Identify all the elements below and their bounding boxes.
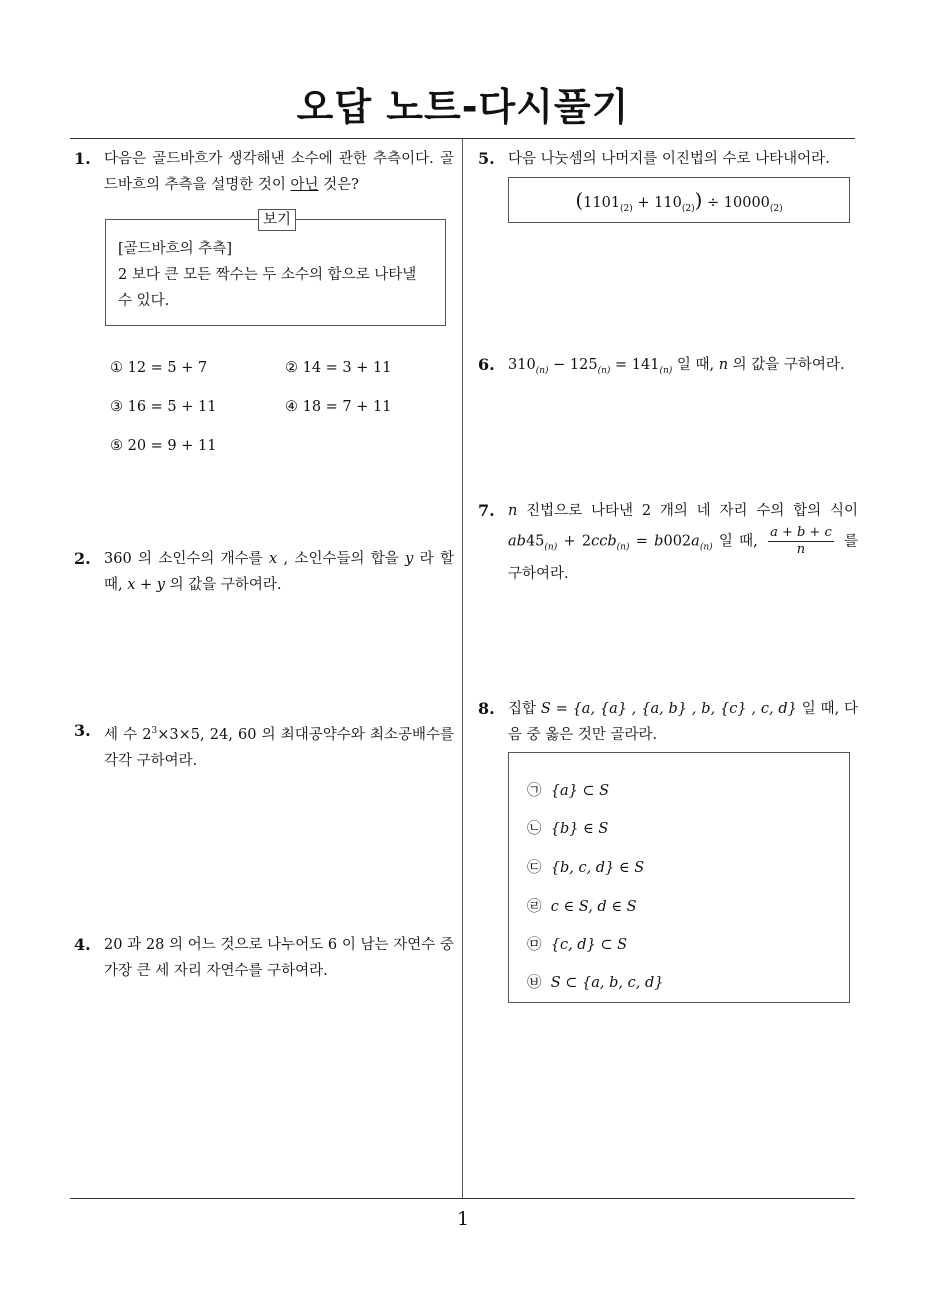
option-1[interactable]: ㉠ {a} ⊂ S xyxy=(527,783,610,799)
option-6[interactable]: ㉥ S ⊂ {a, b, c, d} xyxy=(527,975,664,991)
question-number: 8. xyxy=(478,699,495,718)
fraction: $\frac{a + b + c}{n}$ xyxy=(770,525,832,557)
column-divider xyxy=(462,139,463,1199)
example-box xyxy=(105,212,446,326)
question-text: 세 수 $2^3\times 3\times 5$, 24, 60 의 최대공약수와 최소공배수를 각각 구하여라. xyxy=(104,726,454,769)
option-5[interactable]: ㉤ {c, d} ⊂ S xyxy=(527,937,628,953)
question-number: 3. xyxy=(74,721,91,740)
question-number: 1. xyxy=(74,149,91,168)
conjecture-title: [골드바흐의 추측] xyxy=(118,241,232,257)
question-number: 7. xyxy=(478,501,495,520)
expression-box: $(1101_{(2)} + 110_{(2)}) \div 10000_{(2)}$ xyxy=(508,177,850,223)
question-2 xyxy=(74,546,454,598)
choice-1[interactable]: ① 12 = 5 + 7 xyxy=(110,360,208,376)
question-5 xyxy=(478,146,858,172)
question-1 xyxy=(74,146,454,198)
question-4 xyxy=(74,932,454,984)
page-number: 1 xyxy=(456,1208,470,1230)
question-text: 집합 S = {a, {a} , {a, b} , b, {c} , c, d} 일 때, 다음 중 옳은 것만 골라라. xyxy=(508,701,859,743)
question-text: 다음 나눗셈의 나머지를 이진법의 수로 나타내어라. xyxy=(508,151,830,167)
example-box-label: 보기 xyxy=(258,209,296,231)
question-number: 2. xyxy=(74,549,91,568)
question-text: 360 의 소인수의 개수를 x , 소인수들의 합을 y 라 할 때, x + y 의 값을 구하여라. xyxy=(104,551,454,593)
bottom-rule xyxy=(70,1198,855,1199)
question-7 xyxy=(478,498,859,588)
choice-3[interactable]: ③ 16 = 5 + 11 xyxy=(110,399,217,415)
option-4[interactable]: ㉣ c ∈ S, d ∈ S xyxy=(527,899,637,915)
choice-5[interactable]: ⑤ 20 = 9 + 11 xyxy=(110,438,217,454)
question-8 xyxy=(478,696,859,748)
question-text: $310_{(n)} - 125_{(n)} = 141_{(n)}$ 일 때, n 의 값을 구하여라. xyxy=(508,357,845,376)
underlined-word: 아닌 xyxy=(290,177,319,193)
question-number: 5. xyxy=(478,149,495,168)
option-2[interactable]: ㉡ {b} ∈ S xyxy=(527,821,609,837)
question-text: n 진법으로 나타낸 2 개의 네 자리 수의 합의 식이 $ab45_{(n)} + 2ccb_{(n)} = b002a_{(n)}$ 일 때, $\frac{a + b + c}{n}$ 를 구하여라. xyxy=(508,503,859,583)
conjecture-text: 2 보다 큰 모든 짝수는 두 소수의 합으로 나타낼 수 있다. xyxy=(118,267,417,309)
question-number: 6. xyxy=(478,355,495,374)
options-box xyxy=(508,752,850,1003)
choice-2[interactable]: ② 14 = 3 + 11 xyxy=(285,360,392,376)
option-3[interactable]: ㉢ {b, c, d} ∈ S xyxy=(527,860,645,876)
page-title: 오답 노트-다시풀기 xyxy=(296,85,630,129)
question-3 xyxy=(74,718,454,774)
question-number: 4. xyxy=(74,935,91,954)
question-text: 다음은 골드바흐가 생각해낸 소수에 관한 추측이다. 골드바흐의 추측을 설명한 것이 아닌 것은? xyxy=(104,151,454,193)
question-text: 20 과 28 의 어느 것으로 나누어도 6 이 남는 자연수 중 가장 큰 세 자리 자연수를 구하여라. xyxy=(104,937,454,979)
question-6 xyxy=(478,352,863,384)
example-box-body xyxy=(118,236,433,314)
choice-4[interactable]: ④ 18 = 7 + 11 xyxy=(285,399,392,415)
